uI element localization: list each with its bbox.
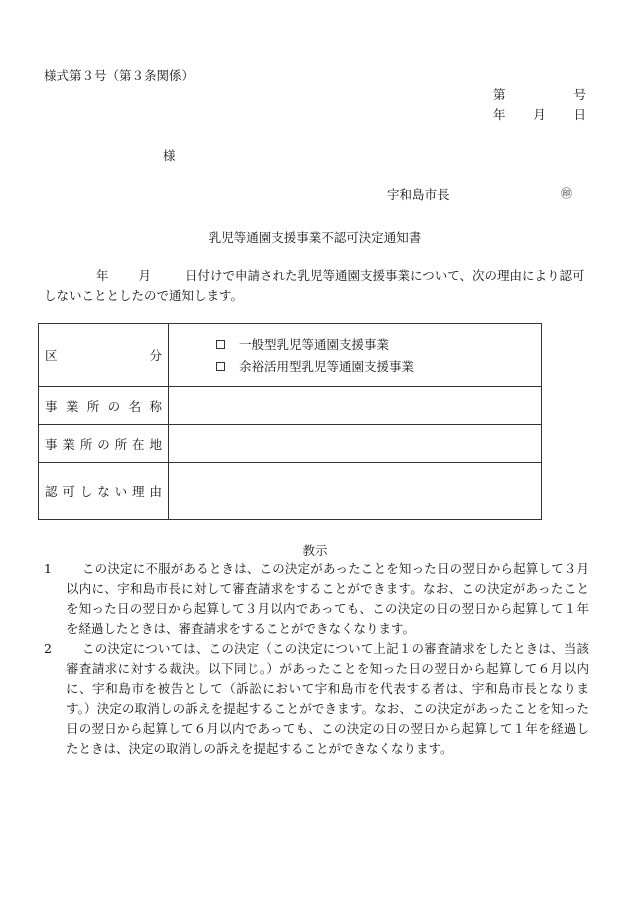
date-day: 日 [573,107,586,122]
intro-text: 日付けで申請された乳児等通園支援事業について、次の理由により認可しないこととしたので通知します。 [44,268,585,303]
decision-info-table [38,323,542,520]
issuer-name: 宇和島市長 [387,187,450,202]
facility-address-label-cell [39,425,169,463]
facility-name-label: 事 業 所 の 名 称 [45,398,162,414]
instruction-item-2 [44,639,589,759]
instruction-number: 2 [44,641,52,656]
date-month: 月 [533,107,546,122]
table-row-reason [39,463,542,520]
addressee-honorific: 様 [163,148,176,163]
checkbox-surplus[interactable] [216,362,225,371]
table-row-facility-address [39,425,542,463]
facility-name-label-cell [39,387,169,425]
table-row-facility-name [39,387,542,425]
instruction-text: この決定に不服があるときは、この決定があったことを知った日の翌日から起算して３月以内に、宇和島市長に対して審査請求をすることができます。なお、この決定があったことを知った日の翌日から起算して３月以内であっても、この決定の日の翌日から起算して１年を経過したときは、審査請求をすることができなくなります。 [66,561,589,636]
instructions-heading: 教示 [302,543,328,558]
reason-label-cell [39,463,169,520]
category-label-cell [39,324,169,387]
date-year: 年 [493,107,506,122]
checkbox-general[interactable] [216,340,225,349]
instruction-text: この決定については、この決定（この決定について上記１の審査請求をしたときは、当該審査請求に対する裁決。以下同じ。）があったことを知った日の翌日から起算して６月以内に、宇和島市を被告として（訴訟において宇和島市を代表する者は、宇和島市長となります。）決定の取消しの訴えを提起することができます。なお、この決定があったことを知った日の翌日から起算して６月以内であっても、この決定の日の翌日から起算して１年を経過したときは、決定の取消しの訴えを提起することができなくなります。 [66,641,589,756]
date-line [493,107,586,122]
option-surplus[interactable] [169,355,541,377]
facility-address-value-cell[interactable] [169,425,542,463]
intro-year: 年 [96,268,109,283]
reason-value-cell[interactable] [169,463,542,520]
instruction-item-1 [44,559,589,639]
reason-label: 認 可 し な い 理 由 [45,484,162,499]
document-number-prefix: 第 [493,87,506,102]
option-general[interactable] [169,333,541,355]
document-number-line [493,87,586,102]
form-number: 様式第３号（第３条関係） [44,68,195,83]
table-row-category [39,324,542,387]
category-label: 区 分 [45,348,162,363]
seal-mark: ㊞ [561,187,572,200]
option-general-label: 一般型乳児等通園支援事業 [239,337,390,352]
category-options-cell [169,324,542,387]
intro-month: 月 [138,268,152,283]
document-number-suffix: 号 [573,87,586,102]
document-title: 乳児等通園支援事業不認可決定通知書 [208,230,422,245]
facility-name-value-cell[interactable] [169,387,542,425]
facility-address-label: 事 業 所 の 所 在 地 [45,436,162,452]
instruction-number: 1 [44,561,52,576]
option-surplus-label: 余裕活用型乳児等通園支援事業 [239,359,415,374]
intro-paragraph [44,266,586,306]
